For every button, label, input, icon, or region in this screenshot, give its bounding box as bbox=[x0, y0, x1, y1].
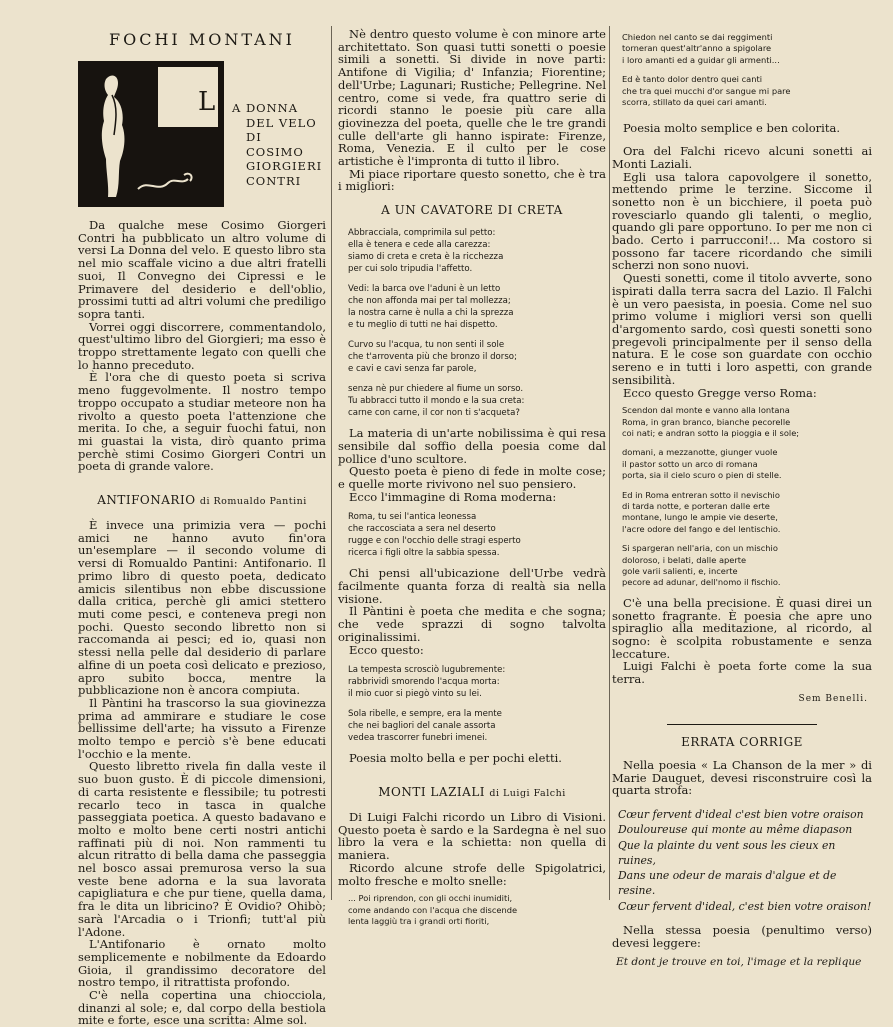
section-author: di Romualdo Pantini bbox=[199, 496, 307, 508]
verse-line: che nei bagliori del canale assorta bbox=[348, 721, 496, 732]
poem-stanza bbox=[612, 405, 872, 439]
paragraph: Questo poeta è pieno di fede in molte cose; e quelle morte rivivono nel suo pensiero. bbox=[338, 464, 606, 491]
paragraph: Questo libretto rivela fin dalla veste il suo buon gusto. È di piccole dimensioni, di carta resistente e flessibile; tu potresti recarlo teco in tasca in qualche passeggiata poetica. A questo badavano e molto e molto bene certi nostri antichi raffinati più di noi. Non rammenti tu alcun ritratto di bella dama che passeggia nel bosco assai premurosa verso la sua veste bene adorna e la sua lavorata capigliatura e che pur tiene, quella dama, fra le dita un libricino? È Ovidio? Ohibò; sarà l'Arcadia o i Trionfi; tutt'al più l'Adone. bbox=[78, 759, 326, 939]
verse-line: il mio cuor si piegò vinto su lei. bbox=[348, 689, 482, 700]
poem-stanza bbox=[338, 511, 606, 559]
verse-line: Scendon dal monte e vanno alla lontana bbox=[622, 405, 790, 416]
title-line: CONTRI bbox=[246, 173, 302, 188]
section-author: di Luigi Falchi bbox=[489, 787, 566, 799]
verse-line: rugge e con l'occhio delle stragi esperto bbox=[348, 536, 521, 547]
section-heading-monti-laziali bbox=[338, 785, 606, 799]
signature: Sem Benelli. bbox=[798, 693, 868, 704]
verse-line: La tempesta scrosciò lugubremente: bbox=[348, 665, 506, 676]
paragraph: C'è nella copertina una chiocciola, dinanzi al sole; e, dal corpo della bestiola mite e forte, esce una scritta: Alme sol. bbox=[78, 988, 326, 1027]
verse-line: i loro amanti ed a guidar gli armenti... bbox=[622, 54, 780, 65]
paragraph: Chi pensi all'ubicazione dell'Urbe vedrà facilmente quanta forza di realtà sia nella visione. bbox=[338, 566, 606, 606]
verse-line: porta, sia il cielo scuro o pien di stelle. bbox=[622, 470, 782, 481]
paragraph: Questi sonetti, come il titolo avverte, sono ispirati dalla terra sacra del Lazio. Il Falchi è un vero paesista, in poesia. Come nel suo primo volume i migliori versi son quelli d'argomento sardo, così questi sonetti sono pregevoli principalmente per il senso della natura. E le cose son guardate con occhio sereno e in tutti i loro aspetti, con grande sensibilità. bbox=[612, 271, 872, 387]
paragraph: Ecco questo Gregge verso Roma: bbox=[623, 385, 817, 400]
verse-line: Dans une odeur de marais d'algue et de resine. bbox=[618, 869, 837, 898]
verse-line: senza nè pur chiedere al fiume un sorso. bbox=[348, 384, 524, 395]
verse-line: pecore ad adunar, dell'nomo il fischio. bbox=[622, 577, 781, 588]
poem-stanza bbox=[612, 32, 872, 66]
article-title bbox=[232, 101, 322, 189]
verse-line: Curvo su l'acqua, tu non senti il sole bbox=[348, 340, 505, 351]
paragraph: Il Pàntini ha trascorso la sua giovinezza prima ad ammirare e studiare le cose bellissime dell'arte; ha vissuto a Firenze molto tempo e perciò s'è bene educati l'occhio e la mente. bbox=[78, 695, 326, 761]
verse-line: Abbracciala, comprimila sul petto: bbox=[348, 228, 496, 239]
verse-line: ... Poi riprendon, con gli occhi inumiditi, bbox=[348, 893, 513, 904]
title-line: DEL VELO bbox=[246, 115, 317, 130]
verse-line: torneran quest'altr'anno a spigolare bbox=[622, 43, 772, 54]
section-title: ANTIFONARIO bbox=[97, 493, 196, 508]
poem-stanza bbox=[612, 490, 872, 536]
french-stanza bbox=[612, 807, 872, 914]
verse-line: Roma, tu sei l'antica leonessa bbox=[348, 512, 477, 523]
column-middle bbox=[338, 0, 606, 927]
verse-line: e cavi e cavi senza far parole, bbox=[348, 364, 477, 375]
poem-stanza bbox=[612, 74, 872, 108]
verse-line: siamo di creta e creta è la ricchezza bbox=[348, 252, 504, 263]
verse-line: per cui solo tripudia l'affetto. bbox=[348, 264, 473, 275]
paragraph: Ecco questo: bbox=[349, 642, 424, 657]
verse-line: carne con carne, il cor non ti s'acqueta? bbox=[348, 408, 520, 419]
verse-line: Sola ribelle, e sempre, era la mente bbox=[348, 709, 502, 720]
page-header: FOCHI MONTANI bbox=[109, 30, 295, 49]
poem-stanza bbox=[338, 383, 606, 419]
verse-line: Que la plainte du vent sous les cieux en ruines, bbox=[618, 838, 836, 867]
verse-line: Tu abbracci tutto il mondo e la sua creta: bbox=[348, 396, 525, 407]
verse-line: Ed è tanto dolor dentro quei canti bbox=[622, 74, 763, 85]
verse-line: Cœur fervent d'ideal, c'est bien votre oraison! bbox=[618, 899, 872, 913]
verse-line: montane, lungo le ampie vie deserte, bbox=[622, 512, 778, 523]
column-divider bbox=[331, 26, 332, 900]
section-rule bbox=[667, 724, 817, 725]
paragraph: Ora del Falchi ricevo alcuni sonetti ai Monti Laziali. bbox=[612, 144, 872, 171]
drop-letter: L bbox=[198, 87, 216, 117]
poem-stanza bbox=[338, 339, 606, 375]
paragraph: Poesia molto semplice e ben colorita. bbox=[623, 121, 840, 136]
verse-line: lenta laggiù tra i grandi orti fioriti, bbox=[348, 916, 490, 927]
verse-line: come andando con l'acqua che discende bbox=[348, 904, 518, 915]
column-divider bbox=[609, 26, 610, 900]
paragraph: Egli usa talora capovolgere il sonetto, mettendo prime le terzine. Siccome il sonetto non è un bicchiere, il poeta può rovesciarlo quando gli talenti, o meglio, quando gli pare opportuno. Io per me non ci bado. Certo i parrucconi!... Ma costoro si possono far tacere ricordando che simili scherzi non sono nuovi. bbox=[612, 169, 872, 273]
poem-stanza bbox=[612, 543, 872, 589]
paragraph: Nè dentro questo volume è con minore arte architettato. Son quasi tutti sonetti o poesie simili a sonetti. Si divide in nove parti: Antifone di Vigilia; d' Infanzia; Fiorentine; dell'Urbe; Lagunari; Rustiche; Pellegrine. Nel centro, come si vede, fra quattro serie di ricordi stanno le poesie più care alla giovinezza del poeta, quelle che le tre grandi culle dell'arte gli hanno ispirate: Firenze, Roma, Venezia. E il culto per le cose artistiche è l'impronta di tutto il libro. bbox=[338, 27, 606, 169]
verse-line: coi nati; e andran sotto la pioggia e il sole; bbox=[622, 428, 800, 439]
column-left bbox=[78, 0, 326, 1027]
title-line: DI bbox=[246, 130, 262, 145]
verse-line: ella è tenera e cede alla carezza: bbox=[348, 240, 491, 251]
verse-line: che t'arroventa più che bronzo il dorso; bbox=[348, 352, 517, 363]
paragraph: L'Antifonario è ornato molto semplicemente e nobilmente da Edoardo Gioia, il grandissimo decoratore del nostro tempo, il ritrattista profondo. bbox=[78, 937, 326, 990]
intro-block bbox=[78, 61, 326, 207]
poem-stanza bbox=[338, 708, 606, 744]
poem-stanza bbox=[338, 283, 606, 331]
verse-line: ricerca i figli oltre la sabbia spessa. bbox=[348, 548, 500, 559]
poem-stanza bbox=[612, 447, 872, 481]
verse-line: Vedi: la barca ove l'aduni è un letto bbox=[348, 284, 501, 295]
verse-line: il pastor sotto un arco di romana bbox=[622, 458, 758, 469]
verse-line: Si spargeran nell'aria, con un mischio bbox=[622, 543, 778, 554]
poem-stanza bbox=[338, 227, 606, 275]
title-line: A DONNA bbox=[232, 101, 299, 115]
verse-line: di tarda notte, e porteran dalle erte bbox=[622, 501, 770, 512]
paragraph: Nella poesia « La Chanson de la mer » di Marie Dauguet, devesi risconstruire così la quarta strofa: bbox=[612, 757, 872, 798]
paragraph: Il Pàntini è poeta che medita e che sogna; che vede sprazzi di sogno talvolta originalissimi. bbox=[338, 604, 606, 644]
verse-line: gole varii salienti, e, incerte bbox=[622, 566, 738, 577]
verse-line: l'acre odore del fango e del lentischio. bbox=[622, 523, 781, 534]
column-right bbox=[612, 0, 872, 969]
verse-line: Douloureuse qui monte au même diapason bbox=[618, 823, 853, 837]
paragraph: Mi piace riportare questo sonetto, che è tra i migliori: bbox=[338, 166, 606, 194]
title-line: COSIMO bbox=[246, 144, 304, 159]
paragraph: La materia di un'arte nobilissima è qui resa sensibile dal soffio della poesia come dal pollice d'uno scultore. bbox=[338, 426, 606, 466]
poem-stanza bbox=[338, 664, 606, 700]
verse-line: Roma, in gran branco, bianche pecorelle bbox=[622, 416, 791, 427]
verse-line: che non affonda mai per tal mollezza; bbox=[348, 296, 511, 307]
verse-line: e tu meglio di tutti ne hai dispetto. bbox=[348, 320, 498, 331]
paragraph: Ricordo alcune strofe delle Spigolatrici, molto fresche e molto snelle: bbox=[338, 860, 606, 888]
title-line: GIORGIERI bbox=[246, 159, 323, 174]
verse-line: Chiedon nel canto se dai reggimenti bbox=[622, 32, 773, 42]
paragraph: È l'ora che di questo poeta si scriva meno fuggevolmente. Il nostro tempo troppo occupato a studiar meteore non ha rivolto a questo poeta l'attenzione che merita. Io che, a seguir fuochi fatui, non mi guastai la vista, dirò quanto prima perchè stimi Cosimo Giorgeri Contri un poeta di grande valore. bbox=[78, 370, 326, 474]
verse-line: domani, a mezzanotte, giunger vuole bbox=[622, 447, 778, 458]
poem-stanza bbox=[338, 893, 606, 927]
poem-title: A UN CAVATORE DI CRETA bbox=[381, 203, 563, 218]
paragraph: Di Luigi Falchi ricordo un Libro di Visioni. Questo poeta è sardo e la Sardegna è nel suo libro la vera e la schietta: non quella di maniera. bbox=[338, 809, 606, 863]
verse-line: Cœur fervent d'ideal c'est bien votre oraison bbox=[618, 807, 864, 821]
french-verse: Et dont je trouve en toi, l'image et la replique bbox=[616, 956, 862, 969]
section-title: MONTI LAZIALI bbox=[378, 784, 486, 799]
paragraph: Poesia molto bella e per pochi eletti. bbox=[349, 751, 562, 766]
paragraph: Nella stessa poesia (penultimo verso) devesi leggere: bbox=[612, 923, 872, 950]
verse-line: che raccosciata a sera nel deserto bbox=[348, 524, 496, 535]
paragraph: Da qualche mese Cosimo Giorgeri Contri ha pubblicato un altro volume di versi La Donna del velo. E questo libro sta nel mio scaffale vicino a due altri fratelli suoi, Il Convegno dei Cipressi e le Primavere del desiderio e dell'oblio, prossimi tutti ad altri volumi che prediligo sopra tanti. bbox=[78, 218, 326, 321]
errata-title: ERRATA CORRIGE bbox=[681, 734, 803, 749]
woodcut-illustration bbox=[78, 61, 224, 207]
verse-line: Ed in Roma entreran sotto il nevischio bbox=[622, 489, 780, 500]
verse-line: doloroso, i belati, dalle aperte bbox=[622, 554, 747, 565]
paragraph: Vorrei oggi discorrere, commentandolo, quest'ultimo libro del Giorgieri; ma esso è troppo strettamente legato con quelli che lo hanno preceduto. bbox=[78, 319, 326, 372]
verse-line: rabbrividì smorendo l'acqua morta: bbox=[348, 677, 500, 688]
verse-line: scorra, stillato da quei cari amanti. bbox=[622, 97, 767, 108]
paragraph: È invece una primizia vera — pochi amici ne hanno avuto fin'ora un'esemplare — il secondo volume di versi di Romualdo Pantini: Antifonario. Il primo libro di questo poeta, dedicato amicis silentibus non ebbe discussione dalla critica, perchè gli amici stettero muti come pesci, e conteneva pregi non pochi. Questo secondo libretto non si raccomanda ai pesci; ed io, quasi non stessi nella pelle dal desiderio di parlare alfine di un poeta così delicato e prezioso, apro subito bocca, mentre la pubblicazione non è ancora compiuta. bbox=[78, 518, 326, 698]
verse-line: che tra quei mucchi d'or sangue mi pare bbox=[622, 85, 791, 96]
section-heading-antifonario bbox=[78, 493, 326, 507]
paragraph: C'è una bella precisione. È quasi direi un sonetto fragrante. È poesia che apre uno spiraglio alla meditazione, al ricordo, al sogno: è scolpita robustamente e senza leccature. bbox=[612, 595, 872, 661]
verse-line: la nostra carne è nulla a chi la sprezza bbox=[348, 308, 514, 319]
verse-line: vedea trascorrer funebri imenei. bbox=[348, 733, 488, 744]
paragraph: Luigi Falchi è poeta forte come la sua terra. bbox=[612, 659, 872, 687]
paragraph: Ecco l'immagine di Roma moderna: bbox=[349, 489, 557, 504]
